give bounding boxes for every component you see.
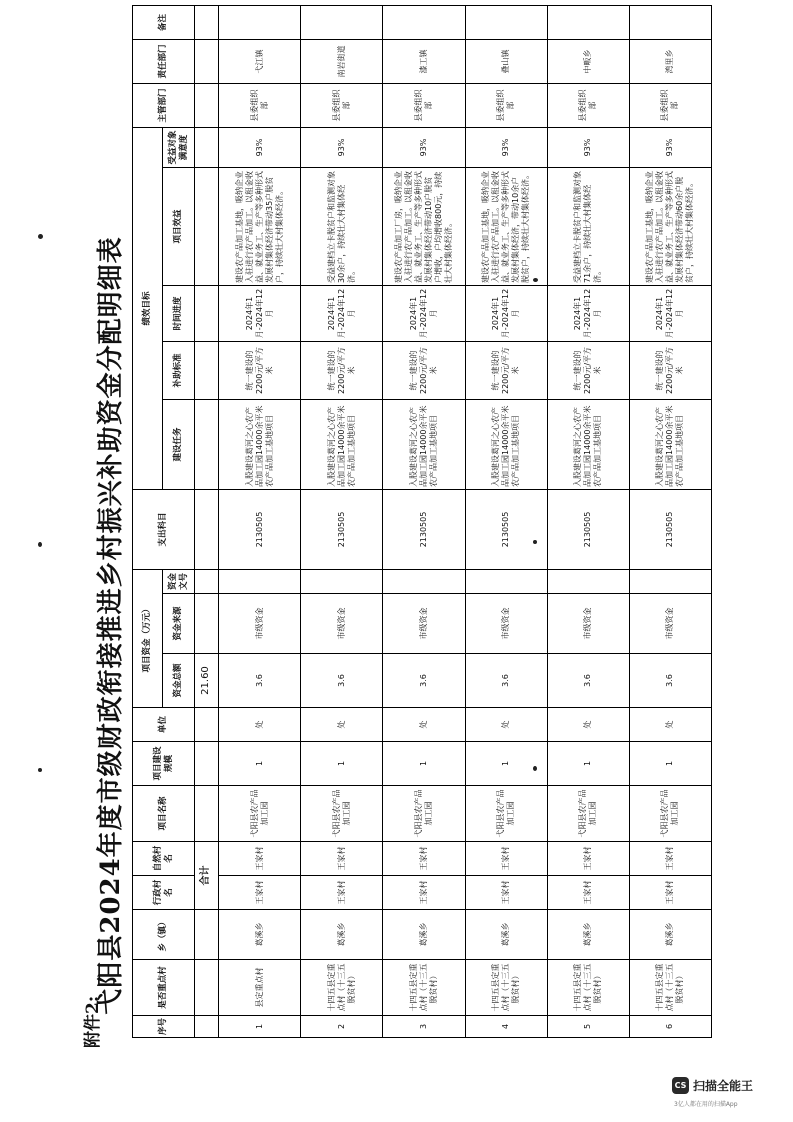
- cell-task: 入股建设葛河之心农产品加工园14000余平米农产品加工基地项目: [465, 399, 547, 489]
- cell-town: 葛溪乡: [219, 910, 301, 960]
- cell-admin: 王家村: [547, 876, 629, 910]
- header-satisfaction: 受益对象满意度: [163, 127, 195, 167]
- header-natural-village: 自然村名: [133, 842, 195, 876]
- scan-speck: [38, 542, 42, 547]
- cell-dept: 县委组织部: [219, 83, 301, 127]
- cell-name: 弋阳县农产品加工园: [465, 786, 547, 842]
- header-standard: 补助标准: [163, 341, 195, 399]
- cell-key: 县定重点村: [219, 960, 301, 1016]
- cell-resp: 湾里乡: [629, 39, 711, 83]
- cell-source: 市级资金: [383, 594, 465, 654]
- cell-remark: [547, 5, 629, 39]
- cell-admin: 王家村: [219, 876, 301, 910]
- table-row: [629, 5, 711, 1037]
- cell-scale: 1: [547, 742, 629, 786]
- cell-doc: [629, 569, 711, 593]
- header-subject: 支出科目: [133, 489, 195, 569]
- cell-doc: [383, 569, 465, 593]
- cell-sat: 93%: [465, 127, 547, 167]
- cell-task: 入股建设葛河之心农产品加工园14000余平米农产品加工基地项目: [301, 399, 383, 489]
- cell-total: 3.6: [301, 654, 383, 708]
- cell-name: 弋阳县农产品加工园: [219, 786, 301, 842]
- cell-name: 弋阳县农产品加工园: [301, 786, 383, 842]
- cell-progress: 2024年1月-2024年12月: [547, 285, 629, 341]
- cell-key: 十四五县定重点村（十三五脱贫村）: [547, 960, 629, 1016]
- cell-seq: 4: [465, 1016, 547, 1038]
- header-row-1: [133, 5, 163, 1037]
- cell-subject: 2130505: [465, 489, 547, 569]
- cell-subject: 2130505: [301, 489, 383, 569]
- header-resp: 责任部门: [133, 39, 195, 83]
- cell-progress: 2024年1月-2024年12月: [383, 285, 465, 341]
- cell-standard: 统一建设的2200元/平方米: [383, 341, 465, 399]
- header-doc-no: 资金文号: [163, 569, 195, 593]
- cell-sat: 93%: [547, 127, 629, 167]
- cell-resp: 南岩街道: [301, 39, 383, 83]
- cell-standard: 统一建设的2200元/平方米: [301, 341, 383, 399]
- cell-total: 3.6: [629, 654, 711, 708]
- cell-standard: 统一建设的2200元/平方米: [547, 341, 629, 399]
- cell-name: 弋阳县农产品加工园: [547, 786, 629, 842]
- header-benefit: 项目效益: [163, 167, 195, 285]
- cell-unit: 处: [629, 708, 711, 742]
- cell-source: 市级资金: [547, 594, 629, 654]
- cell-sat: 93%: [383, 127, 465, 167]
- header-remark: 备注: [133, 5, 195, 39]
- cell-task: 入股建设葛河之心农产品加工园14000余平米农产品加工基地项目: [629, 399, 711, 489]
- cell-benefit: 受益建档立卡脱贫户和监测对象71余户，持续壮大村集体经济。: [547, 167, 629, 285]
- cell-resp: 漆工镇: [383, 39, 465, 83]
- header-performance-group: 绩效目标: [133, 127, 163, 489]
- cell-admin: 王家村: [383, 876, 465, 910]
- cell-subject: 2130505: [547, 489, 629, 569]
- cell-name: 弋阳县农产品加工园: [383, 786, 465, 842]
- header-admin-village: 行政村名: [133, 876, 195, 910]
- table-row: [547, 5, 629, 1037]
- cell-progress: 2024年1月-2024年12月: [301, 285, 383, 341]
- cell-resp: 中畈乡: [547, 39, 629, 83]
- cell-town: 葛溪乡: [547, 910, 629, 960]
- cell-subject: 2130505: [629, 489, 711, 569]
- header-unit: 单位: [133, 708, 195, 742]
- header-source: 资金来源: [163, 594, 195, 654]
- header-progress: 时间进度: [163, 285, 195, 341]
- scan-speck: [38, 234, 43, 239]
- cell-source: 市级资金: [465, 594, 547, 654]
- cell-scale: 1: [383, 742, 465, 786]
- cell-subject: 2130505: [219, 489, 301, 569]
- cell-remark: [383, 5, 465, 39]
- cell-unit: 处: [219, 708, 301, 742]
- cell-dept: 县委组织部: [547, 83, 629, 127]
- table-row: [383, 5, 465, 1037]
- cell-task: 入股建设葛河之心农产品加工园14000余平米农产品加工基地项目: [547, 399, 629, 489]
- cell-benefit: 建设农产品加工厂房，吸纳企业入驻进行农产品加工。以租金收益、就业务工、生产等多种形式发展村集体经济带动10户脱贫户增收，户均增收800元，持续壮大村集体经济。: [383, 167, 465, 285]
- cell-doc: [301, 569, 383, 593]
- cell-source: 市级资金: [301, 594, 383, 654]
- cell-seq: 1: [219, 1016, 301, 1038]
- scan-speck: [38, 768, 42, 772]
- cell-admin: 王家村: [465, 876, 547, 910]
- table-row: [301, 5, 383, 1037]
- watermark-brand: 扫描全能王: [693, 1079, 754, 1093]
- cell-benefit: 建设农产品加工基地，吸纳企业入驻进行农产品加工。以租金收益、就业务工、生产等多种形式发展村集体经济带动60余户脱贫户，持续壮大村集体经济。: [629, 167, 711, 285]
- attachment-label: 附件2:: [83, 995, 103, 1048]
- cell-scale: 1: [219, 742, 301, 786]
- cell-subject: 2130505: [383, 489, 465, 569]
- cell-natural: 王家村: [629, 842, 711, 876]
- cell-benefit: 受益建档立卡脱贫户和监测对象30余户，持续壮大村集体经济。: [301, 167, 383, 285]
- cell-sat: 93%: [629, 127, 711, 167]
- header-total: 资金总额: [163, 654, 195, 708]
- rotated-table-container: [132, 13, 712, 1038]
- cell-natural: 王家村: [301, 842, 383, 876]
- allocation-table: [132, 5, 712, 1038]
- cell-standard: 统一建设的2200元/平方米: [219, 341, 301, 399]
- table-row: [465, 5, 547, 1037]
- cell-key: 十四五县定重点村（十三五脱贫村）: [301, 960, 383, 1016]
- header-dept: 主管部门: [133, 83, 195, 127]
- cell-remark: [301, 5, 383, 39]
- cell-sat: 93%: [301, 127, 383, 167]
- cell-resp: 叠山镇: [465, 39, 547, 83]
- cell-key: 十四五县定重点村（十三五脱贫村）: [465, 960, 547, 1016]
- cell-progress: 2024年1月-2024年12月: [219, 285, 301, 341]
- cell-progress: 2024年1月-2024年12月: [629, 285, 711, 341]
- total-amount: 21.60: [195, 654, 219, 708]
- cell-remark: [629, 5, 711, 39]
- cell-dept: 县委组织部: [465, 83, 547, 127]
- cell-key: 十四五县定重点村（十三五脱贫村）: [629, 960, 711, 1016]
- cell-task: 入股建设葛河之心农产品加工园14000余平米农产品加工基地项目: [383, 399, 465, 489]
- cell-standard: 统一建设的2200元/平方米: [465, 341, 547, 399]
- header-task: 建设任务: [163, 399, 195, 489]
- watermark-subtitle: 3亿人都在用的扫描App: [674, 1101, 738, 1108]
- cell-total: 3.6: [547, 654, 629, 708]
- cell-unit: 处: [465, 708, 547, 742]
- cell-resp: 弋江镇: [219, 39, 301, 83]
- cell-key: 十四五县定重点村（十三五脱贫村）: [383, 960, 465, 1016]
- cell-unit: 处: [301, 708, 383, 742]
- cell-town: 葛溪乡: [465, 910, 547, 960]
- cell-scale: 1: [301, 742, 383, 786]
- cell-natural: 王家村: [383, 842, 465, 876]
- cell-seq: 5: [547, 1016, 629, 1038]
- cell-natural: 王家村: [219, 842, 301, 876]
- cell-source: 市级资金: [629, 594, 711, 654]
- cell-dept: 县委组织部: [301, 83, 383, 127]
- cell-name: 弋阳县农产品加工园: [629, 786, 711, 842]
- header-key-village: 是否重点村: [133, 960, 195, 1016]
- cell-source: 市级资金: [219, 594, 301, 654]
- cell-benefit: 建设农产品加工基地，吸纳企业入驻进行农产品加工。以租金收益、就业务工、生产等多种形式发展村集体经济，带动10余户脱贫户，持续壮大村集体经济。: [465, 167, 547, 285]
- total-row: [195, 5, 219, 1037]
- cell-scale: 1: [465, 742, 547, 786]
- cell-task: 入股建设葛河之心农产品加工园14000余平米农产品加工基地项目: [219, 399, 301, 489]
- cell-seq: 2: [301, 1016, 383, 1038]
- header-funds-group: 项目资金（万元）: [133, 569, 163, 707]
- cell-town: 葛溪乡: [383, 910, 465, 960]
- camscanner-logo-icon: CS: [672, 1077, 689, 1094]
- cell-admin: 王家村: [629, 876, 711, 910]
- cell-town: 葛溪乡: [629, 910, 711, 960]
- header-seq: 序号: [133, 1016, 195, 1038]
- cell-benefit: 建设农产品加工基地，吸纳企业入驻进行农产品加工。以租金收益、就业务工、生产等多种形式发展村集体经济带动35户脱贫户，持续壮大村集体经济。: [219, 167, 301, 285]
- scanner-watermark: [672, 1075, 792, 1115]
- cell-remark: [465, 5, 547, 39]
- cell-total: 3.6: [383, 654, 465, 708]
- cell-standard: 统一建设的2200元/平方米: [629, 341, 711, 399]
- cell-dept: 县委组织部: [383, 83, 465, 127]
- cell-admin: 王家村: [301, 876, 383, 910]
- cell-unit: 处: [547, 708, 629, 742]
- cell-scale: 1: [629, 742, 711, 786]
- cell-natural: 王家村: [465, 842, 547, 876]
- cell-town: 葛溪乡: [301, 910, 383, 960]
- total-label: 合计: [195, 842, 219, 910]
- cell-dept: 县委组织部: [629, 83, 711, 127]
- cell-progress: 2024年1月-2024年12月: [465, 285, 547, 341]
- cell-doc: [465, 569, 547, 593]
- header-project-name: 项目名称: [133, 786, 195, 842]
- cell-natural: 王家村: [547, 842, 629, 876]
- cell-total: 3.6: [219, 654, 301, 708]
- cell-doc: [547, 569, 629, 593]
- table-row: [219, 5, 301, 1037]
- document-title: 弋阳县2024年度市级财政衔接推进乡村振兴补助资金分配明细表: [96, 236, 126, 1015]
- cell-seq: 3: [383, 1016, 465, 1038]
- header-township: 乡（镇）: [133, 910, 195, 960]
- cell-seq: 6: [629, 1016, 711, 1038]
- cell-total: 3.6: [465, 654, 547, 708]
- cell-remark: [219, 5, 301, 39]
- cell-doc: [219, 569, 301, 593]
- header-scale: 项目建设规模: [133, 742, 195, 786]
- cell-sat: 93%: [219, 127, 301, 167]
- cell-unit: 处: [383, 708, 465, 742]
